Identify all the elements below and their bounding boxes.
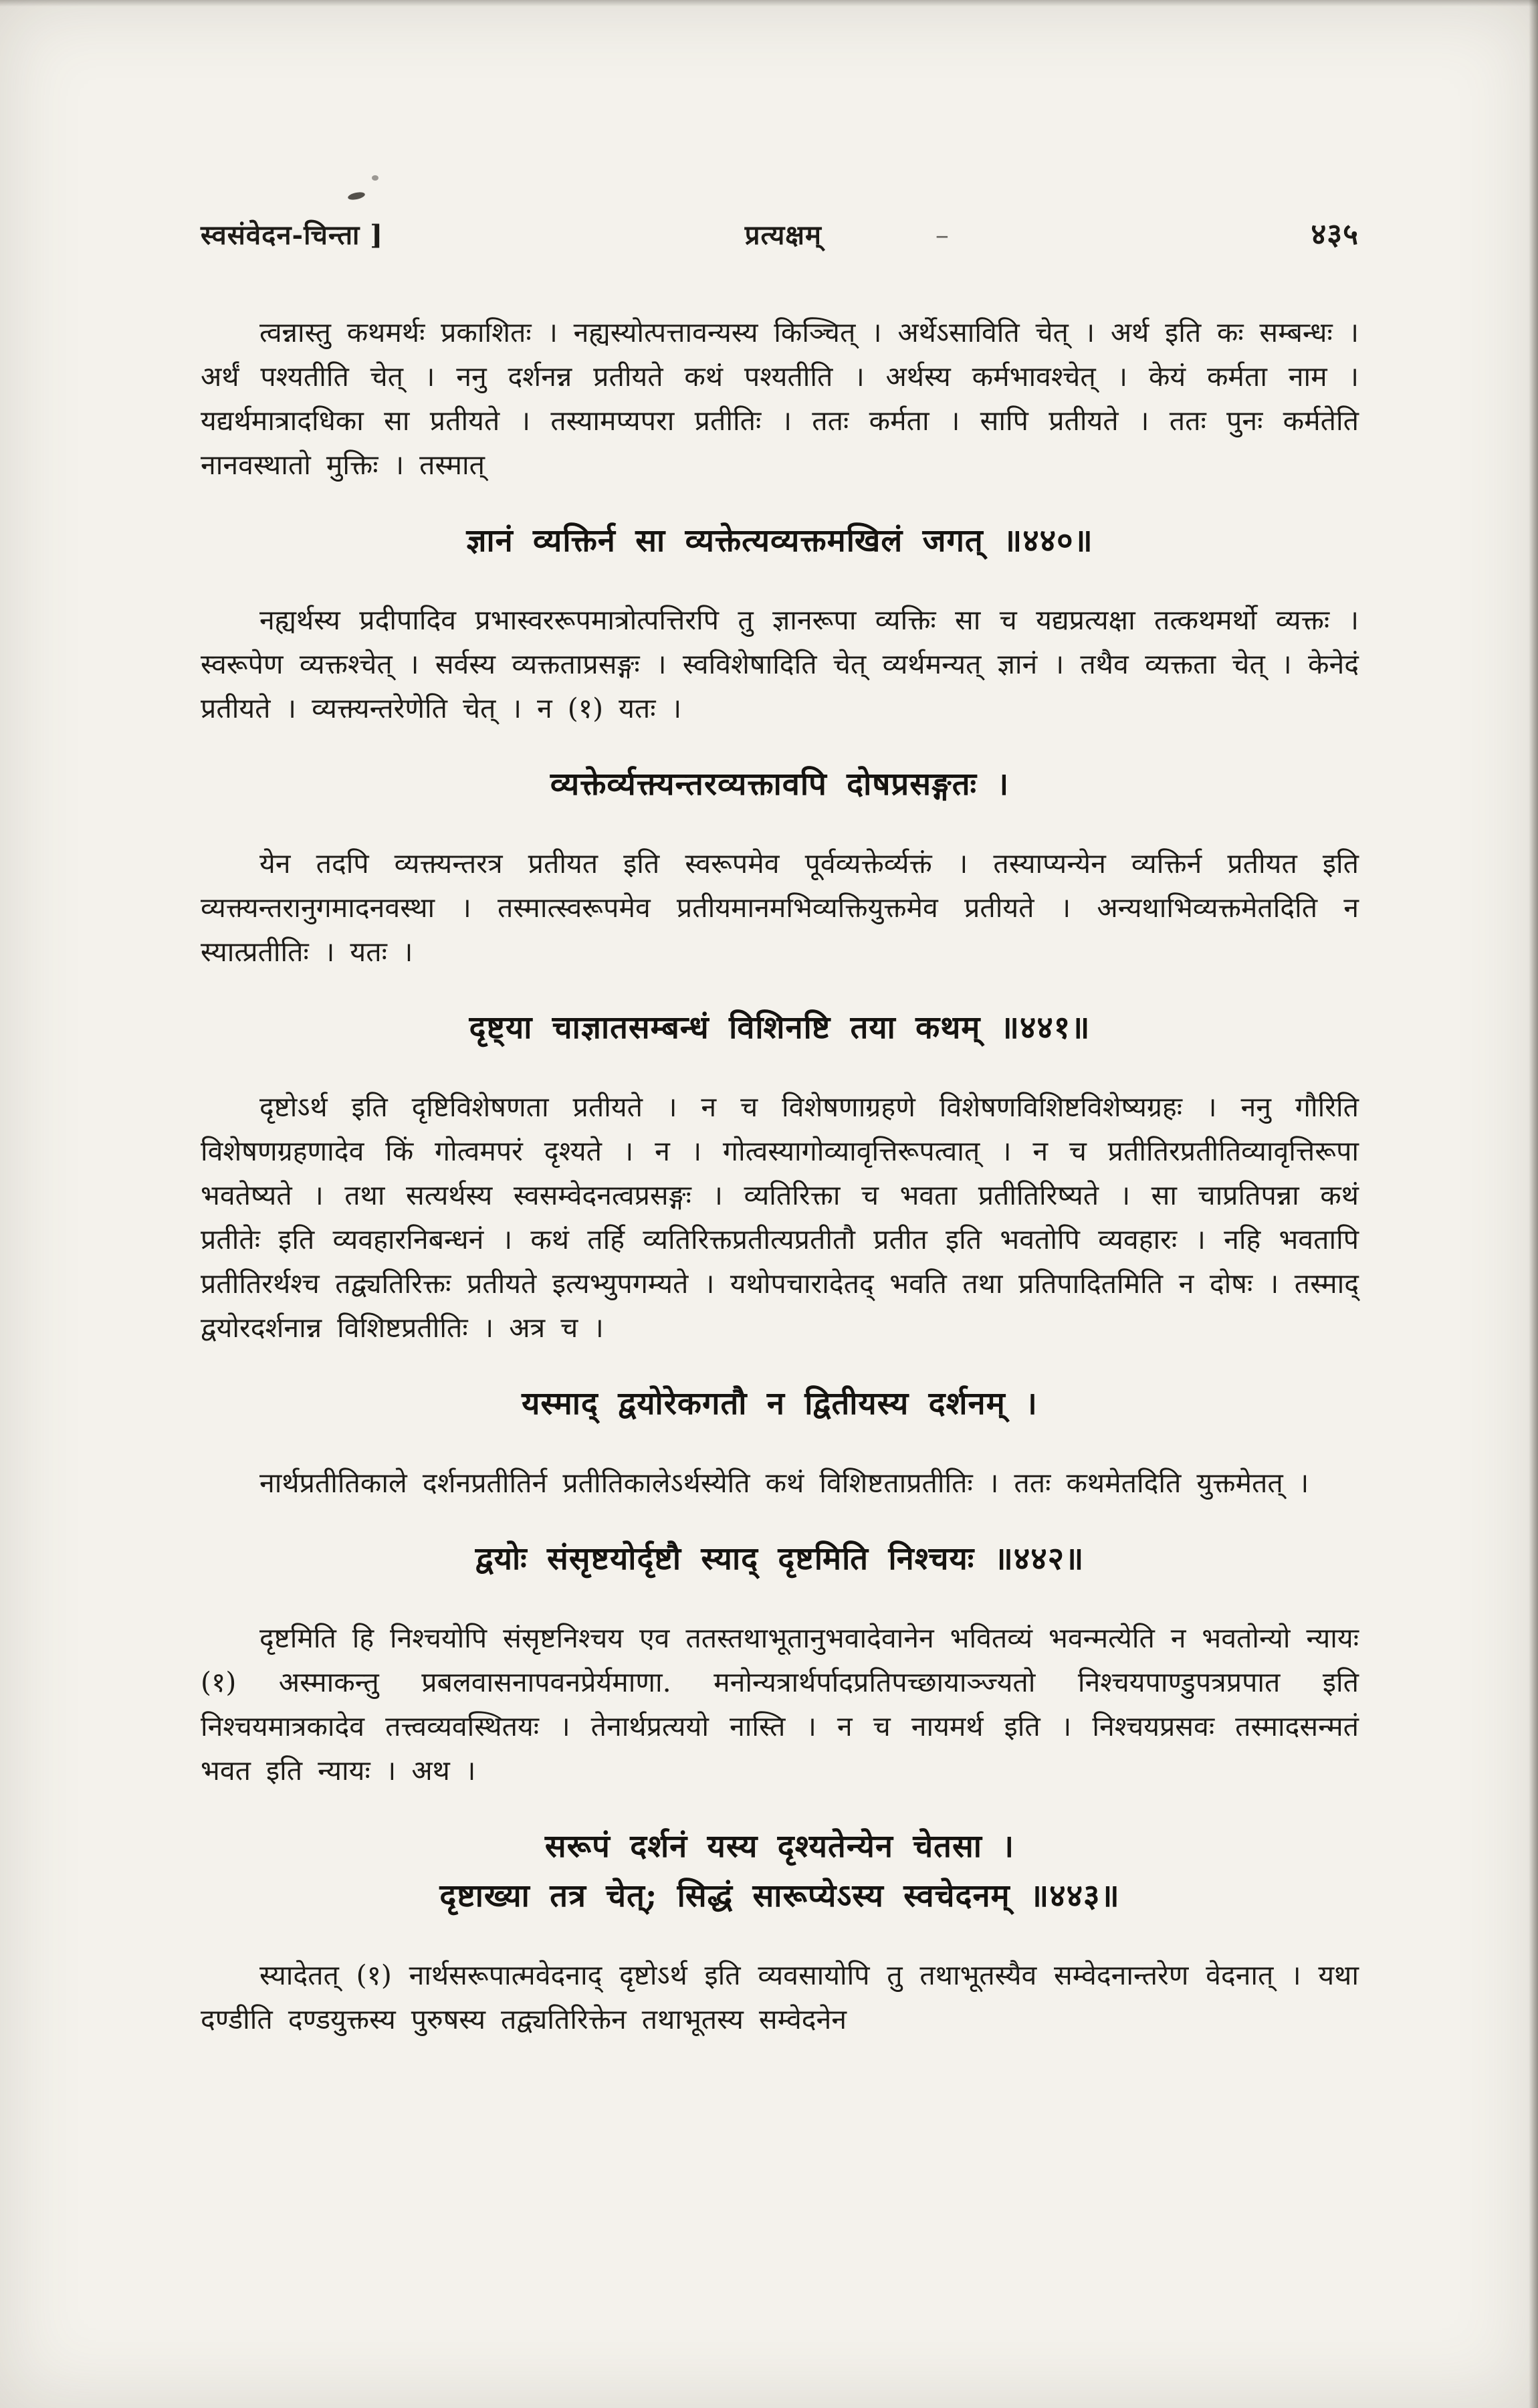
verse — [201, 1003, 1359, 1053]
running-title-center-group — [745, 215, 950, 252]
paragraph: दृष्टमिति हि निश्चयोपि संसृष्टनिश्चय एव ततस्तथाभूतानुभवादेवानेन भवितव्यं भवन्मत्येति न भवतोन्यो न्यायः (१) अस्माकन्तु प्रबलवासनापवनप्रेर्यमाणा. मनोन्यत्रार्थर्पादप्रतिपच्छायाञ्ज्यतो निश्चयपाण्डुपत्रप्रपात इति निश्चयमात्रकादेव तत्त्वव्यवस्थितयः । तेनार्थप्रत्ययो नास्ति । न च नायमर्थ इति । निश्चयप्रसवः तस्मादसन्मतं भवत इति न्यायः । अथ । — [201, 1622, 1359, 1787]
verse-line: यस्माद् द्वयोरेकगतौ न द्वितीयस्य दर्शनम् । — [522, 1385, 1038, 1422]
verse — [201, 516, 1359, 566]
paragraph: त्वन्नास्तु कथमर्थः प्रकाशितः । नह्यस्योत्पत्तावन्यस्य किञ्चित् । अर्थेऽसाविति चेत् । अर्थ इति कः सम्बन्धः । अर्थं पश्यतीति चेत् । ननु दर्शनन्न प्रतीयते कथं पश्यतीति । अर्थस्य कर्मभावश्चेत् । केयं कर्मता नाम । यद्यर्थमात्रादधिका सा प्रतीयते । तस्यामप्यपरा प्रतीतिः । ततः कर्मता । सापि प्रतीयते । ततः पुनः कर्मतेति नानवस्थातो मुक्तिः । तस्मात् — [201, 316, 1359, 481]
verse-line: दृष्टाख्या तत्र चेत्; सिद्धं सारूप्येऽस्य स्वचेदनम् ॥४४३॥ — [439, 1878, 1120, 1914]
scan-edge-shadow-top — [0, 0, 1538, 7]
scan-smudge — [347, 191, 366, 201]
page-body — [201, 310, 1359, 2041]
verse — [201, 1822, 1359, 1921]
verse-line: ज्ञानं व्यक्तिर्न सा व्यक्तेत्यव्यक्तमखिलं जगत् ॥४४०॥ — [466, 522, 1093, 559]
page-header — [201, 213, 1359, 253]
verse-line: सरूपं दर्शनं यस्य दृश्यतेन्येन चेतसा । — [544, 1828, 1015, 1865]
page-number: ४३५ — [1311, 217, 1359, 252]
header-dash-mark: – — [935, 220, 950, 251]
verse — [201, 760, 1359, 809]
paragraph: स्यादेतत् (१) नार्थसरूपात्मवेदनाद् दृष्टोऽर्थ इति व्यवसायोपि तु तथाभूतस्यैव सम्वेदनान्तरेण वेदनात् । यथा दण्डीति दण्डयुक्तस्य पुरुषस्य तद्व्यतिरिक्तेन तथाभूतस्य सम्वेदनेन — [201, 1959, 1359, 2035]
verse-line: द्वयोः संसृष्टयोर्दृष्टौ स्याद् दृष्टमिति निश्चयः ॥४४२॥ — [475, 1540, 1085, 1577]
verse-line: दृष्ट्या चाज्ञातसम्बन्धं विशिनष्टि तया कथम् ॥४४१॥ — [469, 1009, 1091, 1046]
running-title-center: प्रत्यक्षम् — [744, 219, 822, 251]
verse-line: व्यक्तेर्व्यक्त्यन्तरव्यक्तावपि दोषप्रसङ्गतः । — [550, 766, 1010, 803]
paragraph: येन तदपि व्यक्त्यन्तरत्र प्रतीयत इति स्वरूपमेव पूर्वव्यक्तेर्व्यक्तं । तस्याप्यन्येन व्यक्तिर्न प्रतीयत इति व्यक्त्यन्तरानुगमादनवस्था । तस्मात्स्वरूपमेव प्रतीयमानमभिव्यक्तियुक्तमेव प्रतीयते । अन्यथाभिव्यक्तमेतदिति न स्यात्प्रतीतिः । यतः । — [201, 847, 1359, 968]
scan-smudge — [372, 175, 378, 181]
paragraph: नार्थप्रतीतिकाले दर्शनप्रतीतिर्न प्रतीतिकालेऽर्थस्येति कथं विशिष्टताप्रतीतिः । ततः कथमेतदिति युक्तमेतत् । — [259, 1467, 1309, 1499]
scan-edge-shadow-right — [1529, 0, 1538, 2408]
verse — [201, 1379, 1359, 1429]
paragraph: दृष्टोऽर्थ इति दृष्टिविशेषणता प्रतीयते । न च विशेषणाग्रहणे विशेषणविशिष्टविशेष्यग्रहः । ननु गौरिति विशेषणग्रहणादेव किं गोत्वमपरं दृश्यते । न । गोत्वस्यागोव्यावृत्तिरूपत्वात् । न च प्रतीतिरप्रतीतिव्यावृत्तिरूपा भवतेष्यते । तथा सत्यर्थस्य स्वसम्वेदनत्वप्रसङ्गः । व्यतिरिक्ता च भवता प्रतीतिरिष्यते । सा चाप्रतिपन्ना कथं प्रतीतेः इति व्यवहारनिबन्धनं । कथं तर्हि व्यतिरिक्तप्रतीत्यप्रतीतौ प्रतीत इति भवतोपि व्यवहारः । नहि भवतापि प्रतीतिरर्थश्च तद्व्यतिरिक्तः प्रतीयते इत्यभ्युपगम्यते । यथोपचारादेतद् भवति तथा प्रतिपादितमिति न दोषः । तस्माद् द्वयोरदर्शनान्न विशिष्टप्रतीतिः । अत्र च । — [201, 1091, 1359, 1344]
paragraph: नह्यर्थस्य प्रदीपादिव प्रभास्वररूपमात्रोत्पत्तिरपि तु ज्ञानरूपा व्यक्तिः सा च यद्यप्रत्यक्षा तत्कथमर्थो व्यक्तः । स्वरूपेण व्यक्तश्चेत् । सर्वस्य व्यक्तताप्रसङ्गः । स्वविशेषादिति चेत् व्यर्थमन्यत् ज्ञानं । तथैव व्यक्तता चेत् । केनेदं प्रतीयते । व्यक्त्यन्तरेणेति चेत् । न (१) यतः । — [201, 604, 1359, 724]
page-content — [201, 213, 1359, 2051]
verse — [201, 1534, 1359, 1584]
running-title-left: स्वसंवेदन-चिन्ता ] — [201, 219, 384, 251]
